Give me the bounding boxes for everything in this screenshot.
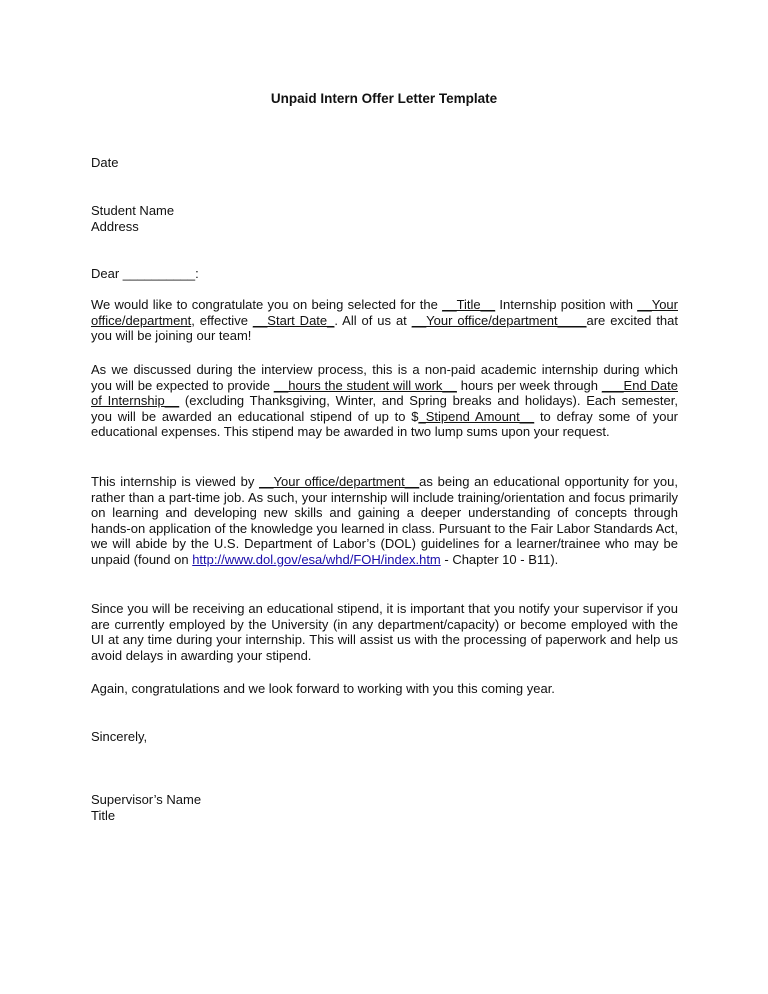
signer-title: Title	[91, 807, 116, 823]
recipient-block	[91, 203, 678, 234]
closing: Sincerely,	[91, 729, 148, 744]
p2-text-1: As we discussed during the interview process, this is a non-paid academic internship during which you will be expected to provide	[91, 362, 678, 393]
p3-text-1: This internship is viewed by	[91, 474, 260, 489]
p1-text-4: . All of us at	[334, 312, 412, 328]
paragraph-internship-details	[91, 362, 678, 440]
p1-text-3: , effective	[191, 312, 253, 328]
dol-link[interactable]: http://www.dol.gov/esa/whd/FOH/index.htm	[192, 551, 441, 567]
document-title: Unpaid Intern Offer Letter Template	[270, 91, 498, 106]
address: Address	[91, 218, 139, 234]
p2-text-3: (excluding Thanksgiving, Winter, and Spring breaks and holidays). Each semester, you will be awarded an educational stipend of up to $	[91, 393, 678, 424]
date-line: Date	[91, 155, 119, 170]
title-field: __Title__	[442, 297, 496, 312]
p1-text-2: Internship position with	[495, 297, 638, 312]
end-date-field: ___End Date of Internship__	[91, 377, 678, 409]
start-date-field: __Start Date_	[252, 312, 335, 328]
paragraph-educational-opportunity	[91, 474, 678, 568]
office-field-1: __Your office/department	[91, 297, 678, 328]
stipend-field: _Stipend Amount__	[418, 408, 535, 424]
signer-name: Supervisor’s Name	[91, 792, 202, 807]
p2-text-4: to defray some of your educational expenses. This stipend may be awarded in two lump sums upon your request.	[91, 408, 678, 440]
p1-text-1: We would like to congratulate you on being selected for the	[91, 297, 443, 312]
p3-text-2: as being an educational opportunity for you, rather than a part-time job. As such, your internship will include training/orientation and focus primarily on learning and developing new skills and gaining a deeper understanding of concepts through hands-on application of the knowledge you learned in class. Pursuant to the Fair Labor Standards Act, we will abide by the U.S. Department of Labor’s (DOL) guidelines for a learner/trainee who may be unpaid (found on	[91, 474, 678, 567]
student-name: Student Name	[91, 203, 175, 218]
signature-block	[91, 792, 678, 823]
hours-field: __hours the student will work__	[273, 377, 457, 393]
p3-text-3: - Chapter 10 - B11).	[440, 551, 559, 567]
p1-text-5: are excited that you will be joining our team!	[91, 312, 678, 344]
office-field-3: __Your office/department__	[259, 474, 420, 489]
greeting: Dear __________:	[91, 266, 199, 281]
paragraph-congratulations	[91, 297, 678, 344]
office-field-2: __Your office/department____	[411, 312, 587, 328]
p2-text-2: hours per week through	[456, 377, 602, 393]
paragraph-closing-wishes: Again, congratulations and we look forward to working with you this coming year.	[91, 681, 555, 696]
paragraph-employment-notice: Since you will be receiving an educational stipend, it is important that you notify your supervisor if you are currently employed by the University (in any department/capacity) or become employed with the UI at any time during your internship. This will assist us with the processing of paperwork and help us avoid delays in awarding your stipend.	[91, 601, 678, 663]
